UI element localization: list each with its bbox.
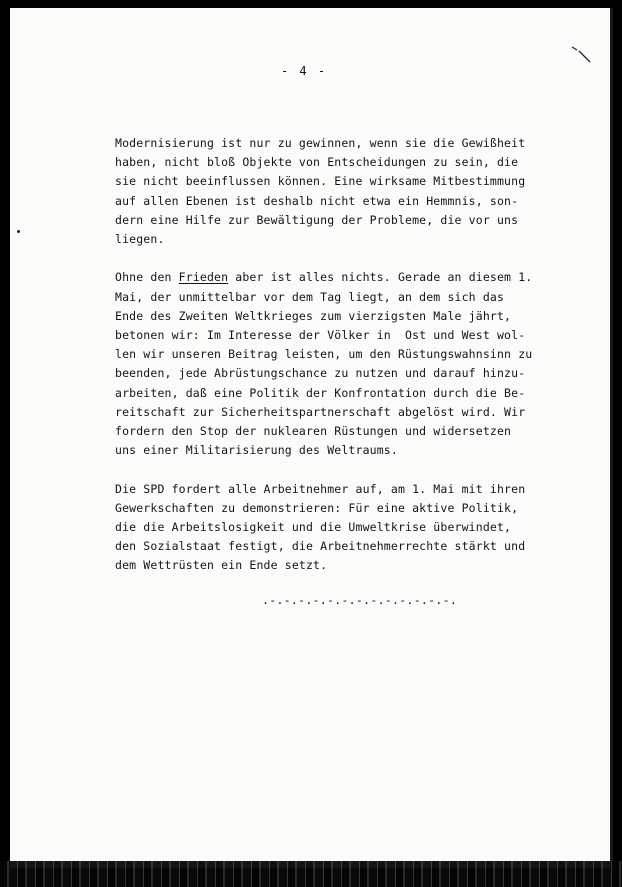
line-rest: aber ist alles nichts. Gerade an diesem 1. xyxy=(228,270,533,285)
scan-edge-noise xyxy=(0,861,622,887)
page-number: - 4 - xyxy=(280,64,328,78)
text-line: dem Wettrüsten ein Ende setzt. xyxy=(115,558,328,573)
text-line: arbeiten, daß eine Politik der Konfrontation durch die Be- xyxy=(115,385,526,400)
text-line: Mai, der unmittelbar vor dem Tag liegt, an dem sich das xyxy=(115,289,505,304)
text-line: fordern den Stop der nuklearen Rüstungen und widersetzen xyxy=(115,424,512,439)
text-line xyxy=(115,268,545,287)
text-line: Die SPD fordert alle Arbeitnehmer auf, am 1. Mai mit ihren xyxy=(115,481,526,496)
pen-mark-icon xyxy=(570,44,592,66)
text-line: Modernisierung ist nur zu gewinnen, wenn sie die Gewißheit xyxy=(115,136,526,150)
text-line: beenden, jede Abrüstungschance zu nutzen und darauf hinzu- xyxy=(115,366,526,381)
text-line: die die Arbeitslosigkeit und die Umweltkrise überwindet, xyxy=(115,520,512,535)
text-line: auf allen Ebenen ist deshalb nicht etwa ein Hemmnis, son- xyxy=(115,193,519,208)
text-line: dern eine Hilfe zur Bewältigung der Probleme, die vor uns xyxy=(115,212,519,227)
text-line: len wir unseren Beitrag leisten, um den Rüstungswahnsinn zu xyxy=(115,347,533,362)
paragraph-2 xyxy=(115,268,545,460)
text-line: haben, nicht bloß Objekte von Entscheidungen zu sein, die xyxy=(115,155,519,170)
paper-sheet xyxy=(10,8,613,868)
paragraph-3 xyxy=(115,480,545,576)
text-line: liegen. xyxy=(115,232,165,247)
line-start: Ohne den xyxy=(115,270,179,285)
end-separator: .-.-.-.-.-.-.-.-.-.-.-.-.-. xyxy=(262,593,458,607)
text-line: uns einer Militarisierung des Weltraums. xyxy=(115,443,398,458)
paragraph-1 xyxy=(115,134,545,249)
text-line: den Sozialstaat festigt, die Arbeitnehmerrechte stärkt und xyxy=(115,539,526,554)
scan-speck xyxy=(17,230,20,233)
letter-body xyxy=(115,134,545,595)
text-line: Ende des Zweiten Weltkrieges zum vierzigsten Male jährt, xyxy=(115,308,512,323)
text-line: reitschaft zur Sicherheitspartnerschaft abgelöst wird. Wir xyxy=(115,404,526,419)
text-line: betonen wir: Im Interesse der Völker in Ost und West wol- xyxy=(115,328,526,343)
text-line: Gewerkschaften zu demonstrieren: Für eine aktive Politik, xyxy=(115,500,519,515)
underlined-word: Frieden xyxy=(178,270,229,285)
text-line: sie nicht beeinflussen können. Eine wirksame Mitbestimmung xyxy=(115,174,526,189)
